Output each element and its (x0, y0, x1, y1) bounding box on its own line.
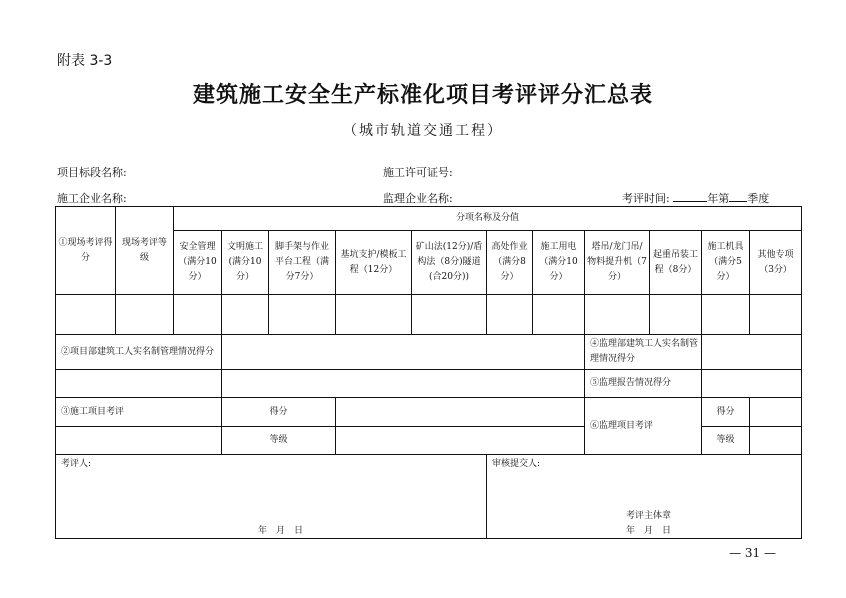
item-header: 安全管理（满分10分） (174, 231, 222, 295)
supervision-score-label: 得分 (702, 398, 750, 427)
item-header: 文明施工(满分10分） (222, 231, 269, 295)
supervision-eval-label: ⑥监理项目考评 (585, 398, 702, 455)
eval-time-label: 考评时间: (622, 192, 670, 205)
submitter-label: 审核提交人: (492, 459, 541, 469)
eval-time (622, 190, 769, 206)
supervisor-realname-label: ④监理部建筑工人实名制管理情况得分 (585, 335, 702, 370)
score-cell (56, 295, 116, 335)
score-cell (650, 295, 702, 335)
year-label: 年第 (707, 192, 730, 205)
group-header: 分项名称及分值 (174, 207, 802, 231)
construction-grade-value (336, 427, 585, 455)
score-cell (336, 295, 412, 335)
supervisor-label: 监理企业名称: (383, 192, 453, 205)
item-header: 脚手架与作业平台工程（满分7分） (269, 231, 336, 295)
page-subtitle: （城市轨道交通工程） (343, 123, 503, 139)
page-title: 建筑施工安全生产标准化项目考评评分汇总表 (192, 83, 653, 108)
contractor-realname-label: ②项目部建筑工人实名制管理情况得分 (56, 335, 222, 370)
item-header: 其他专项（3分） (750, 231, 802, 295)
blank-cell (56, 427, 222, 455)
item-header: 塔吊/龙门吊/物料提升机（7分） (585, 231, 650, 295)
score-cell (533, 295, 585, 335)
submitter-date: 年 月 日 (626, 526, 672, 536)
score-cell (222, 295, 269, 335)
item-header: 起重吊装工程（8分） (650, 231, 702, 295)
item-header: 基坑支护/模板工程（12分） (336, 231, 412, 295)
item-header: 施工用电（满分10分） (533, 231, 585, 295)
permit-label: 施工许可证号: (383, 166, 453, 179)
onsite-grade-header: 现场考评等级 (116, 207, 174, 295)
contractor-label: 施工企业名称: (57, 192, 127, 205)
score-cell (269, 295, 336, 335)
supervisor-report-value (702, 370, 802, 398)
score-cell (412, 295, 487, 335)
quarter-blank (729, 191, 747, 202)
seal-label: 考评主体章 (626, 511, 672, 521)
construction-score-value (336, 398, 585, 427)
evaluator-date: 年 月 日 (258, 526, 304, 536)
year-blank (673, 191, 707, 202)
score-summary-table (55, 206, 802, 539)
score-cell (585, 295, 650, 335)
item-header: 施工机具（满分5分） (702, 231, 750, 295)
page-number: — 31 — (729, 546, 776, 560)
project-name-label: 项目标段名称: (57, 166, 127, 179)
blank-cell (222, 370, 585, 398)
quarter-label: 季度 (747, 192, 770, 205)
item-header: 高处作业（满分8分） (487, 231, 533, 295)
score-cell (174, 295, 222, 335)
supervisor-report-label: ⑤监理报告情况得分 (585, 370, 702, 398)
annex-label: 附表 3-3 (57, 53, 113, 69)
score-cell (750, 295, 802, 335)
evaluator-label: 考评人: (61, 459, 92, 469)
supervision-grade-value (750, 427, 802, 455)
supervision-grade-label: 等级 (702, 427, 750, 455)
blank-cell (56, 370, 222, 398)
item-header: 矿山法(12分)/盾构法（8分)隧道(合20分)) (412, 231, 487, 295)
supervisor-realname-value (702, 335, 802, 370)
score-cell (116, 295, 174, 335)
score-cell (487, 295, 533, 335)
onsite-score-header: ①现场考评得分 (56, 207, 116, 295)
supervision-score-value (750, 398, 802, 427)
contractor-realname-value (222, 335, 585, 370)
construction-grade-label: 等级 (222, 427, 336, 455)
construction-score-label: 得分 (222, 398, 336, 427)
score-cell (702, 295, 750, 335)
construction-eval-label: ③施工项目考评 (56, 398, 222, 427)
